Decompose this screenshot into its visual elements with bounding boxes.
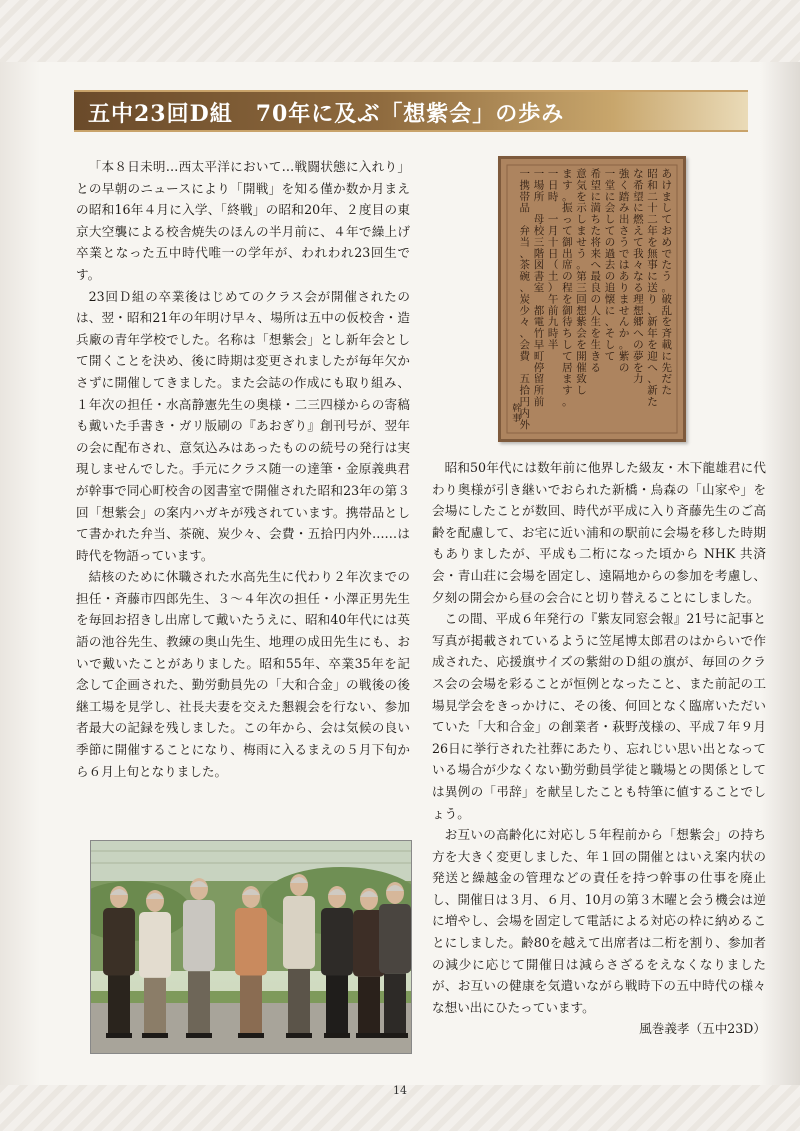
postcard-line: 一日時 一月十日（土）午前九時半 bbox=[547, 168, 559, 351]
group-photo-illustration bbox=[91, 841, 411, 1053]
article-title: 五中23回D組 70年に及ぶ「想紫会」の歩み bbox=[88, 101, 565, 127]
postcard-line: 一場所 母校三階図書室 都電竹早町停留所前 bbox=[533, 168, 545, 408]
title-bar bbox=[74, 90, 748, 132]
postcard-line: な希望に燃えて我々なる理想郷への夢を力 bbox=[633, 168, 645, 386]
paragraph: 23回Ｄ組の卒業後はじめてのクラス会が開催されたのは、翌・昭和21年の年明け早々、場所は五中の仮校舎・造兵廠の青年学校でした。名称は「想紫会」とし新年会として開くことを決め、後に時期は変更されましたが毎年欠かさずに開催してきました。また会誌の作成にも取り組み、１年次の担任・水高静憲先生の奥様・二三四様からの寄稿も戴いた手書き・ガリ版刷の『あおぎり』創刊号が、翌年の会に配布され、意気込みはあったものの続号の発行は実現しませんでした。手元にクラス随一の達筆・金原義典君が幹事で同心町校舎の図書室で開催された昭和23年の第３回「想紫会」の案内ハガキが残されています。携帯品として書かれた弁当、茶碗、炭少々、会費・五拾円内外……は時代を物語っています。 bbox=[76, 288, 410, 563]
right-column bbox=[432, 457, 766, 1040]
paragraph: お互いの高齢化に対応し５年程前から「想紫会」の持ち方を大きく変更しました、年１回の開催とはいえ案内状の発送と繰越金の管理などの責任を持つ幹事の仕事を廃止し、開催日は３月、６月、10月の第３木曜と会う機会は逆に増やし、会場を固定して電話による対応の枠に納めることにしました。齢80を越えて出席者は二桁を割り、参加者の減少に応じて開催日は減らさざるをえなくなりましたが、お互いの健康を気遣いながら戦時下の五中時代の様々な想い出にひたっています。 bbox=[432, 827, 767, 1015]
paragraph: 「本８日未明…西太平洋において…戦闘状態に入れり」との早朝のニュースにより「開戦」を知る僅か数か月まえの昭和16年４月に入学、「終戦」の昭和20年、２度目の東京大空襲による校舎焼失のほんの半月前に、４年で繰上げ卒業となった五中時代唯一の学年が、われわれ23回生です。 bbox=[76, 159, 411, 282]
left-column bbox=[76, 156, 410, 782]
paragraph: 結核のために休職された水高先生に代わり２年次までの担任・斉藤市四郎先生、３～４年次の担任・小澤正男先生を毎回お招きし出席して戴いたうえに、昭和40年代には英語の池谷先生、教練の奥山先生、地理の成田先生にも、おいで戴いたことがありました。昭和55年、卒業35年を記念して企画された、勤労動員先の「大和合金」の戦後の後継工場を見学し、社長夫妻を交えた懇親会を行ない、参加者最大の記録を残しました。この年から、会は気候の良い季節に開催することになり、梅雨に入るまえの５月下旬から６月上旬となりました。 bbox=[76, 569, 411, 779]
postcard-line: 一堂に会しての過去の追懐に、そして bbox=[604, 168, 616, 363]
postcard-handwriting bbox=[501, 159, 683, 439]
postcard-line: 意気を示しませう。第三回想紫会を開催致し bbox=[576, 168, 588, 397]
paragraph: 昭和50年代には数年前に他界した級友・木下龍雄君に代わり奥様が引き継いでおられた新橋・烏森の「山家や」を会場にしたことが数回、時代が平成に入り斉藤先生のご高齢を配慮して、お宅に近い浦和の駅前に会場を移した時期もありましたが、平成も二桁になった頃から NHK 共済会・青山荘に会場を固定し、遠隔地からの参加を考慮し、夕刻の開会から昼の会合にと切り替えることにしました。 bbox=[432, 460, 767, 605]
postcard-image bbox=[498, 156, 686, 442]
postcard-line: あけましておめでたう。破乱を斉載に先だた bbox=[661, 168, 673, 397]
group-photo bbox=[90, 840, 412, 1054]
postcard-line: 希望に満ちた将来へ最良の人生を生きる bbox=[590, 168, 602, 374]
paragraph: この間、平成６年発行の『紫友同窓会報』21号に記事と写真が掲載されているように笠尾博太郎君のはからいで作成された、応援旗サイズの紫紺のＤ組の旗が、毎回のクラス会の会場を彩ることが恒例となったこと、また前記の工場見学会をきっかけに、その後、何回となく臨席いただいていた「大和合金」の創業者・萩野茂様の、平成７年９月26日に挙行された社葬にあたり、忘れじい思い出となっている場合が少なくない勤労動員学徒と職場との関係としては異例の「弔辞」を献呈したことも特筆に値することでしょう。 bbox=[432, 611, 766, 821]
decorative-top-band bbox=[0, 0, 800, 62]
postcard-sign: 幹事 bbox=[512, 404, 522, 424]
author-signature: 風巻義孝（五中23D） bbox=[639, 1021, 766, 1037]
postcard-line: 昭和二十二年を無事に送り、新年を迎へ、新た bbox=[647, 168, 659, 408]
postcard-line: 一携帯品 弁当、茶碗、炭少々、会費 五拾円内外 bbox=[519, 168, 531, 431]
postcard-line: ます。振って御出席の程を御待ちして居ます。 bbox=[562, 168, 574, 408]
page-number: 14 bbox=[393, 1084, 407, 1097]
postcard-line: 強く踏み出さうではありませんか。紫の bbox=[618, 168, 630, 374]
